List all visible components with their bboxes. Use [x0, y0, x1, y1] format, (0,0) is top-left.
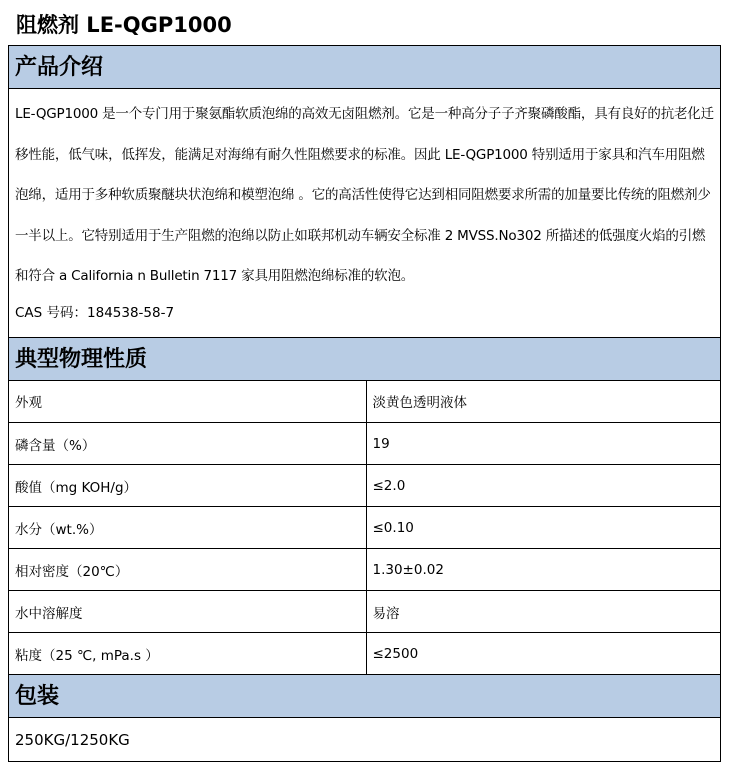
intro-paragraph: LE-QGP1000 是一个专门用于聚氨酯软质泡绵的高效无卤阻燃剂。它是一种高分子子齐聚磷酸酯，具有良好的抗老化迁移性能，低气味，低挥发，能满足对海绵有耐久性阻燃要求的标准。因此 LE-QGP1000 特别适用于家具和汽车用阻燃泡绵，适用于多种软质聚醚块状泡绵和模塑泡绵 。它的高活性使得它达到相同阻燃要求所需的加量要比传统的阻燃剂少一半以上。它特别适用于生产阻燃的泡绵以防止如联邦机动车辆安全标准 2 MVSS.No302 所描述的低强度火焰的引燃和符合 a California n Bulletin 7117 家具用阻燃泡绵标准的软泡。 [15, 106, 714, 284]
packaging-value: 250KG/1250KG [9, 718, 720, 762]
cas-number: CAS 号码：184538-58-7 [15, 304, 175, 321]
section-heading-packaging: 包装 [9, 675, 720, 718]
intro-body [9, 89, 720, 338]
table-row [9, 549, 720, 591]
property-name: 酸值（mg KOH/g） [9, 465, 366, 507]
property-name: 外观 [9, 381, 366, 423]
table-row [9, 423, 720, 465]
property-value: 易溶 [366, 591, 720, 633]
table-row [9, 633, 720, 675]
property-name: 相对密度（20℃） [9, 549, 366, 591]
spec-sheet [8, 45, 721, 762]
property-name: 水分（wt.%） [9, 507, 366, 549]
section-heading-properties: 典型物理性质 [9, 338, 720, 381]
table-row [9, 381, 720, 423]
properties-table [9, 381, 720, 676]
property-value: ≤0.10 [366, 507, 720, 549]
table-row [9, 507, 720, 549]
property-name: 粘度（25 ℃, mPa.s ） [9, 633, 366, 675]
table-row [9, 465, 720, 507]
property-value: 19 [366, 423, 720, 465]
property-value: ≤2.0 [366, 465, 720, 507]
property-value: 淡黄色透明液体 [366, 381, 720, 423]
property-value: 1.30±0.02 [366, 549, 720, 591]
property-name: 磷含量（%） [9, 423, 366, 465]
property-value: ≤2500 [366, 633, 720, 675]
section-heading-intro: 产品介绍 [9, 46, 720, 89]
document-title: 阻燃剂 LE-QGP1000 [16, 13, 232, 37]
table-row [9, 591, 720, 633]
property-name: 水中溶解度 [9, 591, 366, 633]
